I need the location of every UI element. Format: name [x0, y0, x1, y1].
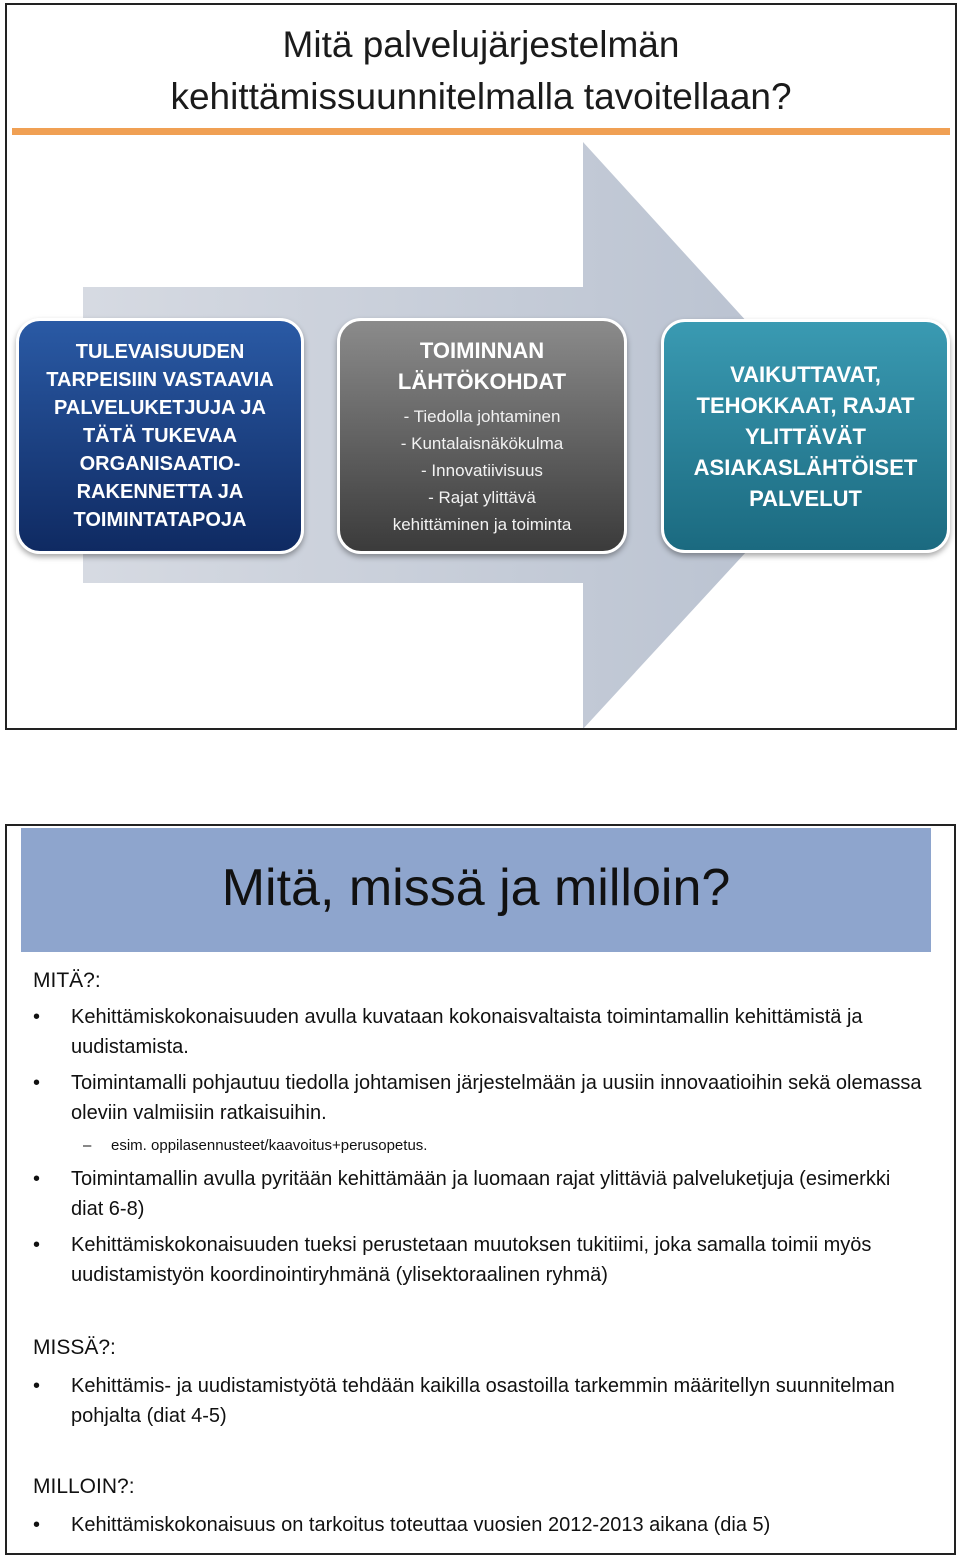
- section-label-where: MISSÄ?:: [33, 1336, 116, 1359]
- future-needs-line: ORGANISAATIO-: [79, 453, 241, 475]
- future-needs-line: TOIMINTATAPOJA: [73, 509, 247, 531]
- future-needs-box: [16, 318, 304, 554]
- future-needs-line: RAKENNETTA JA: [76, 481, 244, 503]
- slide-2-title: Mitä, missä ja milloin?: [221, 859, 731, 917]
- outcome-line: PALVELUT: [749, 485, 862, 511]
- list-item: • Kehittämiskokonaisuus on tarkoitus toteuttaa vuosien 2012-2013 aikana (dia 5): [33, 1510, 923, 1540]
- slide-1: [5, 3, 957, 730]
- section-when-list: [33, 1510, 923, 1546]
- list-item: • Kehittämiskokonaisuuden avulla kuvataan kokonaisvaltaista toimintamallin kehittämistä ja uudistamista.: [33, 1002, 923, 1062]
- slide-1-title-line-1: Mitä palvelujärjestelmän: [282, 24, 680, 65]
- starting-point-item: kehittäminen ja toiminta: [392, 514, 572, 534]
- starting-point-item: - Kuntalaisnäkökulma: [400, 433, 564, 453]
- starting-points-title: [398, 335, 566, 397]
- future-needs-line: TÄTÄ TUKEVAA: [82, 425, 238, 447]
- outcome-line: YLITTÄVÄT: [745, 423, 866, 449]
- list-item: • Toimintamalli pohjautuu tiedolla johtamisen järjestelmään ja uusiin innovaatioihin sekä olemassa oleviin valmiisiin ratkaisuihin.: [33, 1068, 923, 1128]
- future-needs-line: PALVELUKETJUJA JA: [54, 397, 266, 419]
- section-label-when: MILLOIN?:: [33, 1475, 135, 1498]
- section-what-list: [33, 1002, 923, 1296]
- list-item: • Kehittämis- ja uudistamistyötä tehdään kaikilla osastoilla tarkemmin määritellyn suunnitelman pohjalta (diat 4-5): [33, 1371, 923, 1431]
- slide-2: [5, 824, 956, 1555]
- starting-points-title-line: TOIMINNAN: [419, 337, 545, 363]
- future-needs-line: TULEVAISUUDEN: [75, 341, 245, 363]
- starting-points-box: [337, 318, 627, 554]
- outcome-line: VAIKUTTAVAT,: [730, 361, 881, 387]
- starting-points-title-line: LÄHTÖKOHDAT: [397, 368, 567, 394]
- section-where-list: [33, 1371, 923, 1437]
- outcome-line: ASIAKASLÄHTÖISET: [693, 454, 918, 480]
- outcome-line: TEHOKKAAT, RAJAT: [696, 392, 915, 418]
- list-item: • Kehittämiskokonaisuuden tueksi perustetaan muutoksen tukitiimi, joka samalla toimii myös uudistamistyön koordinointiryhmänä (ylisektoraalinen ryhmä): [33, 1230, 923, 1290]
- starting-point-item: - Innovatiivisuus: [421, 460, 543, 480]
- starting-point-item: - Tiedolla johtaminen: [403, 406, 561, 426]
- sub-list-item: – esim. oppilasennusteet/kaavoitus+perusopetus.: [33, 1134, 923, 1158]
- outcome-services-box: [661, 319, 950, 553]
- slide-1-title-line-2: kehittämissuunnitelmalla tavoitellaan?: [170, 76, 792, 117]
- slide-2-header-band: [21, 828, 931, 952]
- section-label-what: MITÄ?:: [33, 969, 101, 992]
- list-item: • Toimintamallin avulla pyritään kehittämään ja luomaan rajat ylittäviä palveluketjuja (esimerkki diat 6-8): [33, 1164, 923, 1224]
- starting-point-item: - Rajat ylittävä: [428, 487, 536, 507]
- future-needs-line: TARPEISIIN VASTAAVIA: [46, 369, 274, 391]
